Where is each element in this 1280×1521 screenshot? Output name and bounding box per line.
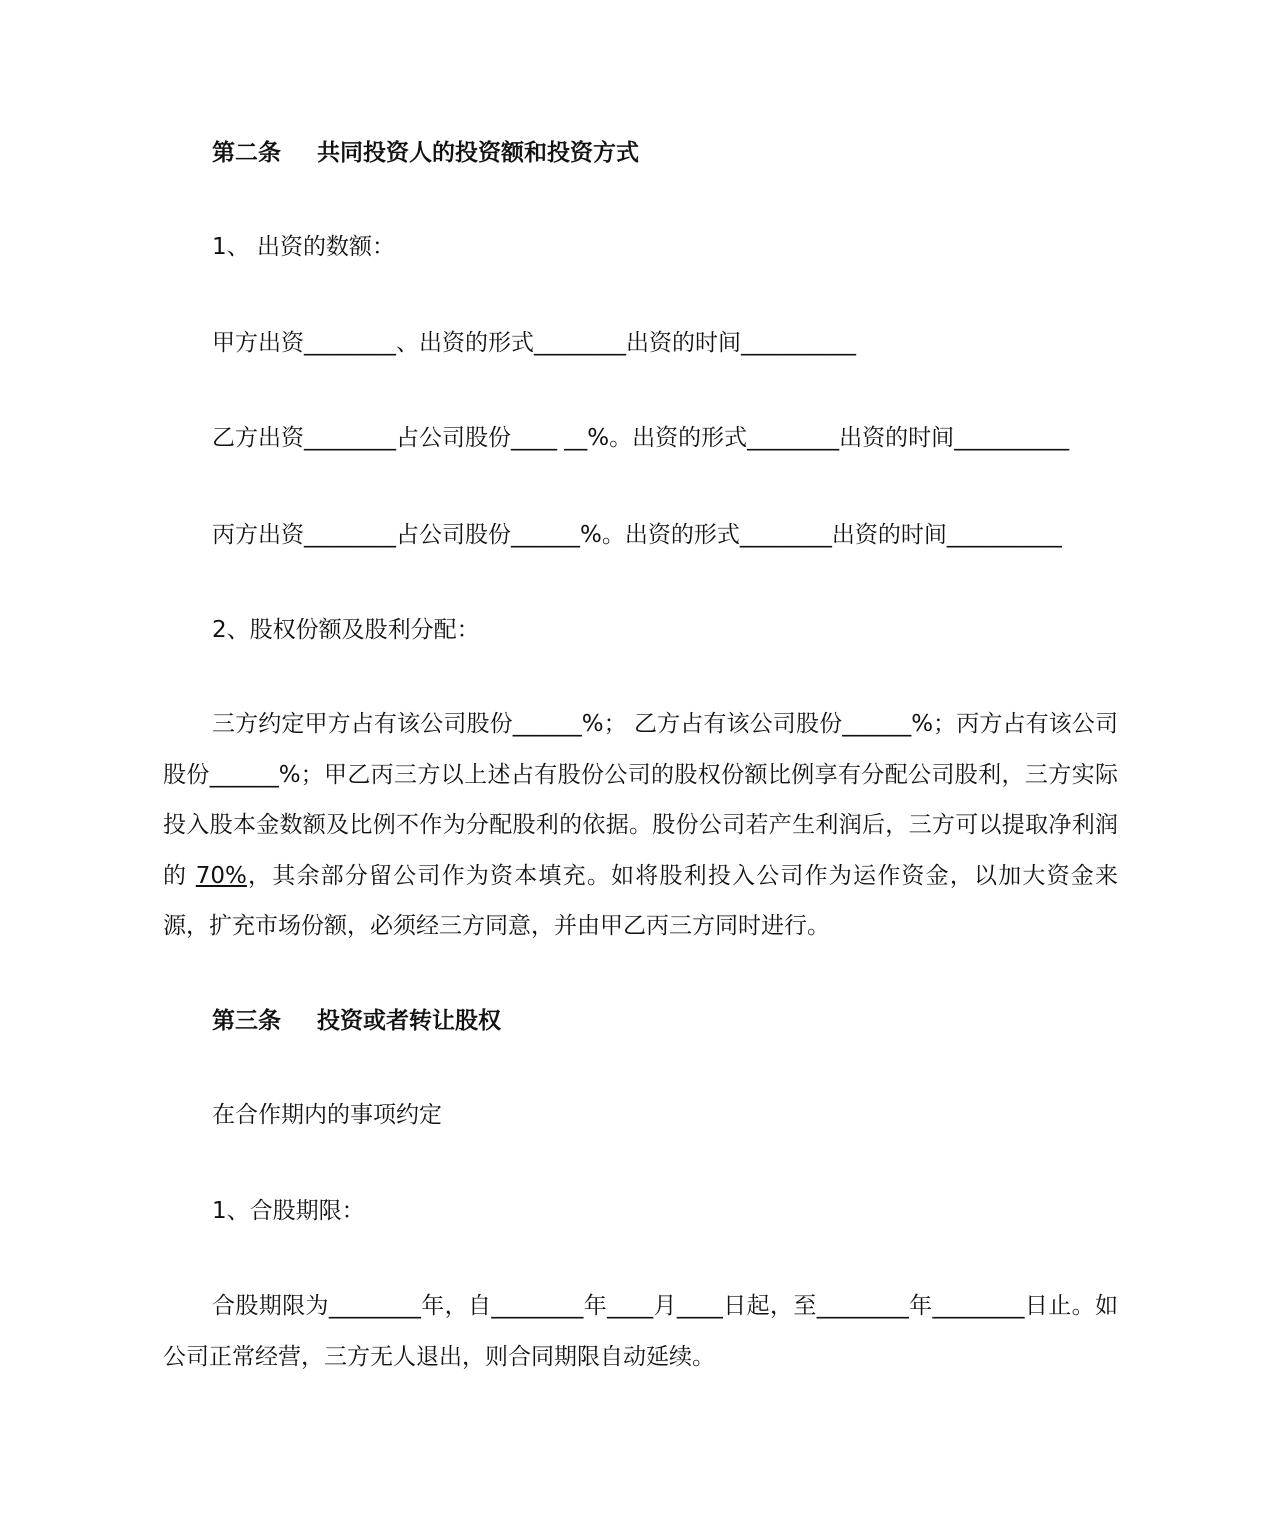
- party-a-line: 甲方出资________、出资的形式________出资的时间__________: [212, 330, 856, 356]
- item-3-heading: 1、合股期限：: [212, 1198, 365, 1224]
- text: 三方约定甲方占有该公司股份______%； 乙方占有该公司股份______%；丙方占有该公司股份______%；甲乙丙三方以上述占有股份公司的股权份额比例享有分配公司股利，三方实际投入股本金数额及比例不作为分配股利的依据。股份公司若产生利润后，三方可以提取净利润的: [163, 711, 1118, 889]
- text: ，其余部分留公司作为资本填充。如将股利投入公司作为运作资金，以加大资金来源，扩充市场份额，必须经三方同意，并由甲乙丙三方同时进行。: [163, 862, 1119, 939]
- article-number: 第二条: [212, 140, 281, 166]
- article-3-heading: [212, 1006, 501, 1036]
- article-title: 投资或者转让股权: [317, 1008, 501, 1034]
- intro-line: 在合作期内的事项约定: [212, 1102, 442, 1128]
- article-title: 共同投资人的投资额和投资方式: [317, 140, 639, 166]
- party-c-line: 丙方出资________占公司股份______%。出资的形式________出资的时间__________: [212, 522, 1062, 548]
- dividend-paragraph: [163, 699, 1118, 952]
- article-2-heading: [212, 138, 639, 168]
- article-number: 第三条: [212, 1008, 281, 1034]
- item-2-heading: 2、股权份额及股利分配：: [212, 617, 480, 643]
- item-1-heading: 1、 出资的数额：: [212, 234, 395, 260]
- underlined-percent: 70%: [195, 862, 247, 889]
- party-b-line: 乙方出资________占公司股份____ __%。出资的形式________出资的时间__________: [212, 425, 1070, 451]
- term-paragraph: 合股期限为________年，自________年____月____日起，至________年________日止。如公司正常经营，三方无人退出，则合同期限自动延续。: [163, 1293, 1118, 1370]
